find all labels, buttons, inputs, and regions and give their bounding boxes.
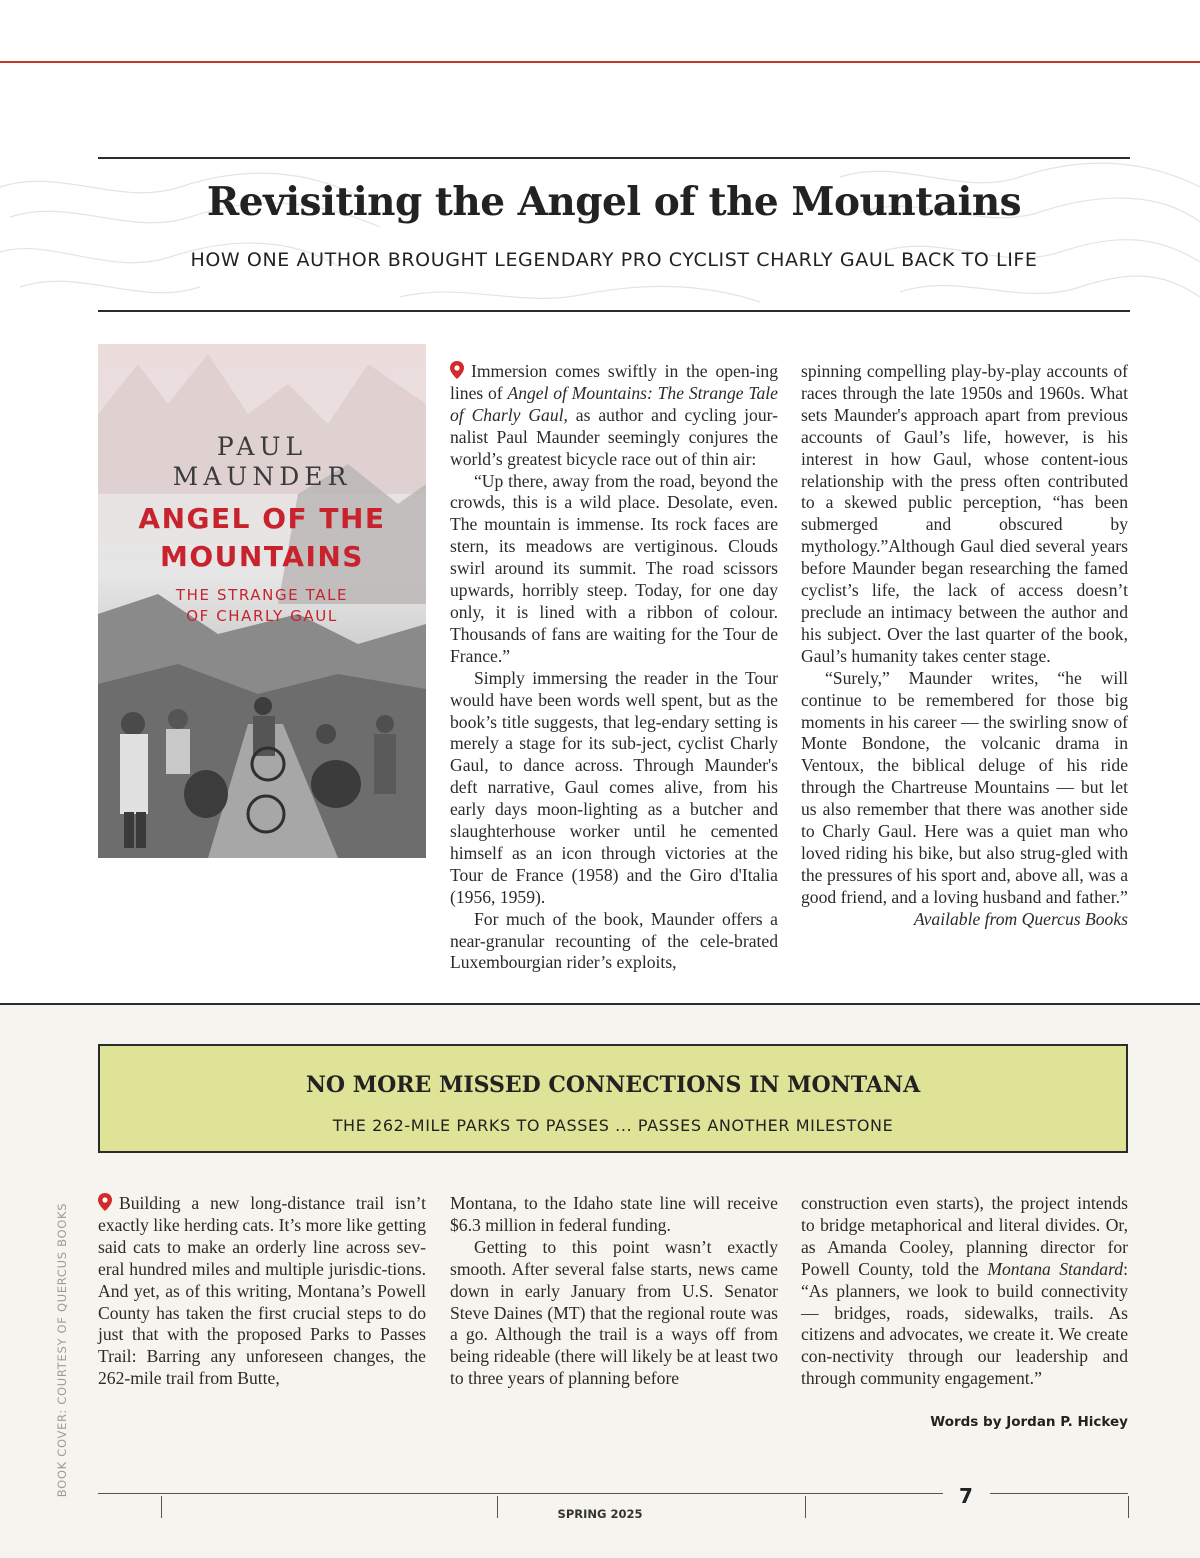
- map-pin-icon: [98, 1193, 112, 1211]
- header-top-rule: [98, 157, 1130, 159]
- article1-column2: [801, 361, 1128, 931]
- article1-header: [98, 157, 1130, 312]
- article2-column3: [801, 1193, 1128, 1390]
- top-accent-rule: [0, 61, 1200, 63]
- cover-subtitle-line1: THE STRANGE TALE: [175, 586, 349, 604]
- availability-credit: Available from Quercus Books: [913, 908, 1128, 929]
- article2-column1: [98, 1193, 426, 1390]
- cover-author-first: PAUL: [216, 432, 308, 461]
- article1-paragraph: spinning compelling play-by-play accounts of races through the late 1950s and 1960s. What sets Maunder's approach apart from previous accounts of Gaul’s life, however, is his interest in how Gaul, whose content-ious relationship with the press often contributed to a skewed public perception, “has been submerged and obscured by mythology.”Although Gaul died several years before Maunder began researching the famed cyclist’s life, the lack of access doesn’t preclude an intimacy between the author and his subject. Over the last quarter of the book, Gaul’s humanity takes center stage.: [801, 361, 1128, 666]
- article1-paragraph: “Up there, away from the road, beyond the crowds, this is a wild place. Desolate, even. The mountain is immense. Its rock faces are stern, its meadows are vertiginous. Clouds swirl around its summit. The road scissors upwards, horribly steep. Today, for one day only, it is lined with a ribbon of colour. Thousands of fans are waiting for the Tour de France.”: [450, 470, 778, 666]
- cover-title-line2: MOUNTAINS: [160, 540, 364, 573]
- article1-paragraph: “Surely,” Maunder writes, “he will continue to be remembered for those big moments in his career — the swirling snow of Monte Bondone, the volcanic drama in Ventoux, the biblical deluge of his ride through the Chartreuse Mountains — but let us also remember that there was another side to Charly Gaul. Here was a quiet man who loved riding his bike, but also strug-gled with the pressures of his sport and, above all, was a good friend, and a loving husband and father.”: [801, 667, 1128, 907]
- article1-subtitle: HOW ONE AUTHOR BROUGHT LEGENDARY PRO CYCLIST CHARLY GAUL BACK TO LIFE: [190, 249, 1038, 271]
- article2-header-box: [98, 1044, 1128, 1153]
- article2-subtitle: THE 262-MILE PARKS TO PASSES ... PASSES ANOTHER MILESTONE: [332, 1116, 894, 1135]
- header-bottom-rule: [98, 310, 1130, 312]
- publication-title-ref: Montana Standard: [987, 1258, 1124, 1279]
- cover-author-last: MAUNDER: [172, 462, 352, 491]
- page-number: 7: [959, 1484, 973, 1508]
- footer-tick: [161, 1496, 162, 1518]
- byline: Words by Jordan P. Hickey: [930, 1414, 1128, 1430]
- footer-rule: [98, 1493, 943, 1494]
- article2-paragraph: Getting to this point wasn’t exactly smooth. After several false starts, news came down in early January from U.S. Senator Steve Daines (MT) that the regional route was a go. Although the trail is a ways off from being rideable (there will likely be at least two to three years of planning before: [450, 1236, 778, 1389]
- issue-label: SPRING 2025: [557, 1507, 643, 1521]
- article2-paragraph: Building a new long-distance trail isn’t exactly like herding cats. It’s more like getting said cats to make an orderly line across sev-eral hundred miles and multiple jurisdic-tions. And yet, as of this writing, Montana’s Powell County has taken the first crucial steps to do just that with the proposed Parks to Passes Trail: Barring any unforeseen changes, the 262-mile trail from Butte,: [98, 1193, 426, 1389]
- article2-paragraph: Montana, to the Idaho state line will receive $6.3 million in federal funding.: [450, 1193, 778, 1235]
- book-cover-image: [98, 344, 426, 858]
- footer-tick: [497, 1496, 498, 1518]
- article1-column1: [450, 361, 778, 974]
- cover-subtitle-line2: OF CHARLY GAUL: [186, 607, 338, 625]
- footer-tick: [805, 1496, 806, 1518]
- article2-column2: [450, 1193, 778, 1390]
- photo-credit: BOOK COVER: COURTESY OF QUERCUS BOOKS: [55, 1202, 69, 1498]
- section-divider: [0, 1003, 1200, 1005]
- article1-paragraph: Simply immersing the reader in the Tour would have been words well spent, but as the book’s title suggests, that leg-endary setting is merely a stage for its sub-ject, cyclist Charly Gaul, to dance across. Through Maunder's deft narrative, Gaul comes alive, from his early days moon-lighting as a butcher and slaughterhouse worker until he cemented himself as an icon through victories at the Tour de France (1958) and the Giro d'Italia (1956, 1959).: [450, 667, 778, 907]
- cover-title-line1: ANGEL OF THE: [138, 502, 386, 535]
- article2-paragraph: construction even starts), the project intends to bridge metaphorical and literal divides. Or, as Amanda Cooley, planning director for Powell County, told the Montana Standard: “As planners, we look to build connectivity — bridges, roads, sidewalks, trails. As citizens and advocates, we create it. We create con-nectivity through our leadership and through community engagement.”: [801, 1193, 1128, 1389]
- article2-title: NO MORE MISSED CONNECTIONS IN MONTANA: [305, 1072, 921, 1098]
- footer-tick: [1128, 1496, 1129, 1518]
- book-title-ref: Angel of Mountains: The Strange Tale of Charly Gaul,: [450, 382, 778, 425]
- footer-rule: [990, 1493, 1128, 1494]
- article1-title: Revisiting the Angel of the Mountains: [206, 179, 1022, 225]
- article1-paragraph: For much of the book, Maunder offers a near-granular recounting of the cele-brated Luxembourgian rider’s exploits,: [450, 908, 778, 973]
- article1-paragraph: Immersion comes swiftly in the open-ing lines of Angel of Mountains: The Strange Tale of Charly Gaul, as author and cycling jour-nalist Paul Maunder seemingly conjures the world’s greatest bicycle race out of thin air:: [450, 361, 778, 469]
- map-pin-icon: [450, 361, 464, 379]
